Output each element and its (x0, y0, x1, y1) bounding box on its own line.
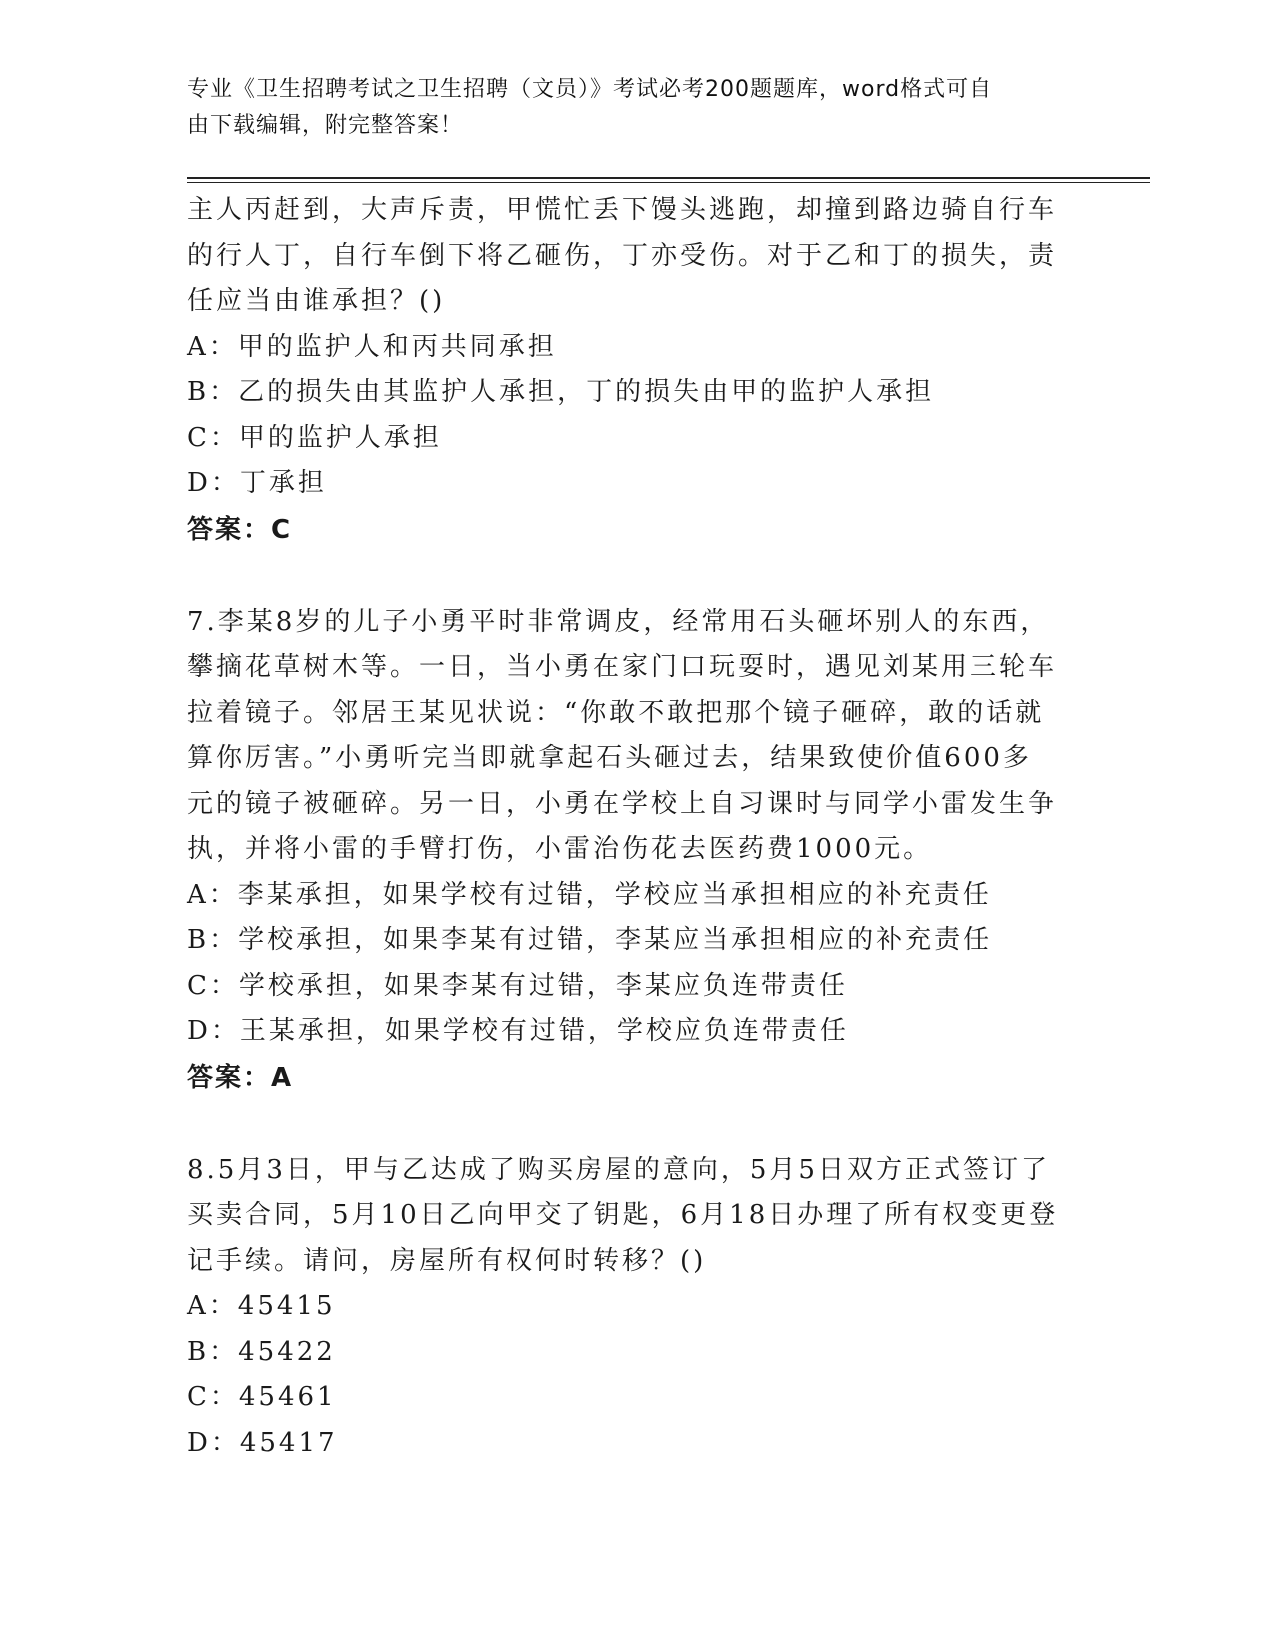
question-block (187, 188, 1087, 553)
question-stem-line: 算你厉害。”小勇听完当即就拿起石头砸过去，结果致使价值600多 (187, 743, 1032, 773)
question-stem-line: 7.李某8岁的儿子小勇平时非常调皮，经常用石头砸坏别人的东西， (187, 606, 1050, 637)
question-stem-line: 记手续。请问，房屋所有权何时转移？() (187, 1245, 707, 1276)
option-b: B：乙的损失由其监护人承担，丁的损失由甲的监护人承担 (187, 377, 935, 407)
question-stem-line: 的行人丁，自行车倒下将乙砸伤，丁亦受伤。对于乙和丁的损失，责 (187, 240, 1058, 271)
answer-line: 答案：C (187, 514, 293, 545)
option-b: B：45422 (187, 1336, 336, 1367)
option-a: A：45415 (187, 1291, 336, 1321)
question-spacer (187, 1101, 1087, 1148)
question-stem-line: 8.5月3日，甲与乙达成了购买房屋的意向，5月5日双方正式签订了 (187, 1154, 1050, 1185)
question-block (187, 1148, 1087, 1467)
question-stem-line: 执，并将小雷的手臂打伤，小雷治伤花去医药费1000元。 (187, 834, 933, 864)
question-stem-line: 主人丙赶到，大声斥责，甲慌忙丢下馒头逃跑，却撞到路边骑自行车 (187, 195, 1058, 225)
document-body (187, 188, 1087, 1466)
option-b: B：学校承担，如果李某有过错，李某应当承担相应的补充责任 (187, 925, 993, 955)
answer-line: 答案：A (187, 1062, 294, 1093)
question-stem-line: 买卖合同，5月10日乙向甲交了钥匙，6月18日办理了所有权变更登 (187, 1200, 1059, 1230)
option-a: A：李某承担，如果学校有过错，学校应当承担相应的补充责任 (187, 879, 992, 910)
option-d: D：45417 (187, 1427, 338, 1458)
option-c: C：学校承担，如果李某有过错，李某应负连带责任 (187, 970, 848, 1001)
question-spacer (187, 553, 1087, 600)
option-c: C：45461 (187, 1382, 337, 1412)
question-block (187, 600, 1087, 1101)
question-stem-line: 任应当由谁承担？() (187, 286, 446, 316)
question-stem-line: 攀摘花草树木等。一日，当小勇在家门口玩耍时，遇见刘某用三轮车 (187, 652, 1058, 682)
header-line-1: 专业《卫生招聘考试之卫生招聘（文员）》考试必考200题题库，word格式可自 (187, 77, 993, 102)
option-c: C：甲的监护人承担 (187, 422, 442, 453)
question-stem-line: 拉着镜子。邻居王某见状说：“你敢不敢把那个镜子砸碎，敢的话就 (187, 697, 1045, 728)
header-line-2: 由下载编辑，附完整答案！ (187, 113, 464, 138)
question-stem-line: 元的镜子被砸碎。另一日，小勇在学校上自习课时与同学小雷发生争 (187, 788, 1058, 819)
page-header (187, 72, 1067, 144)
option-d: D：丁承担 (187, 468, 327, 498)
option-d: D：王某承担，如果学校有过错，学校应负连带责任 (187, 1016, 849, 1046)
option-a: A：甲的监护人和丙共同承担 (187, 331, 557, 362)
header-divider (187, 177, 1150, 183)
